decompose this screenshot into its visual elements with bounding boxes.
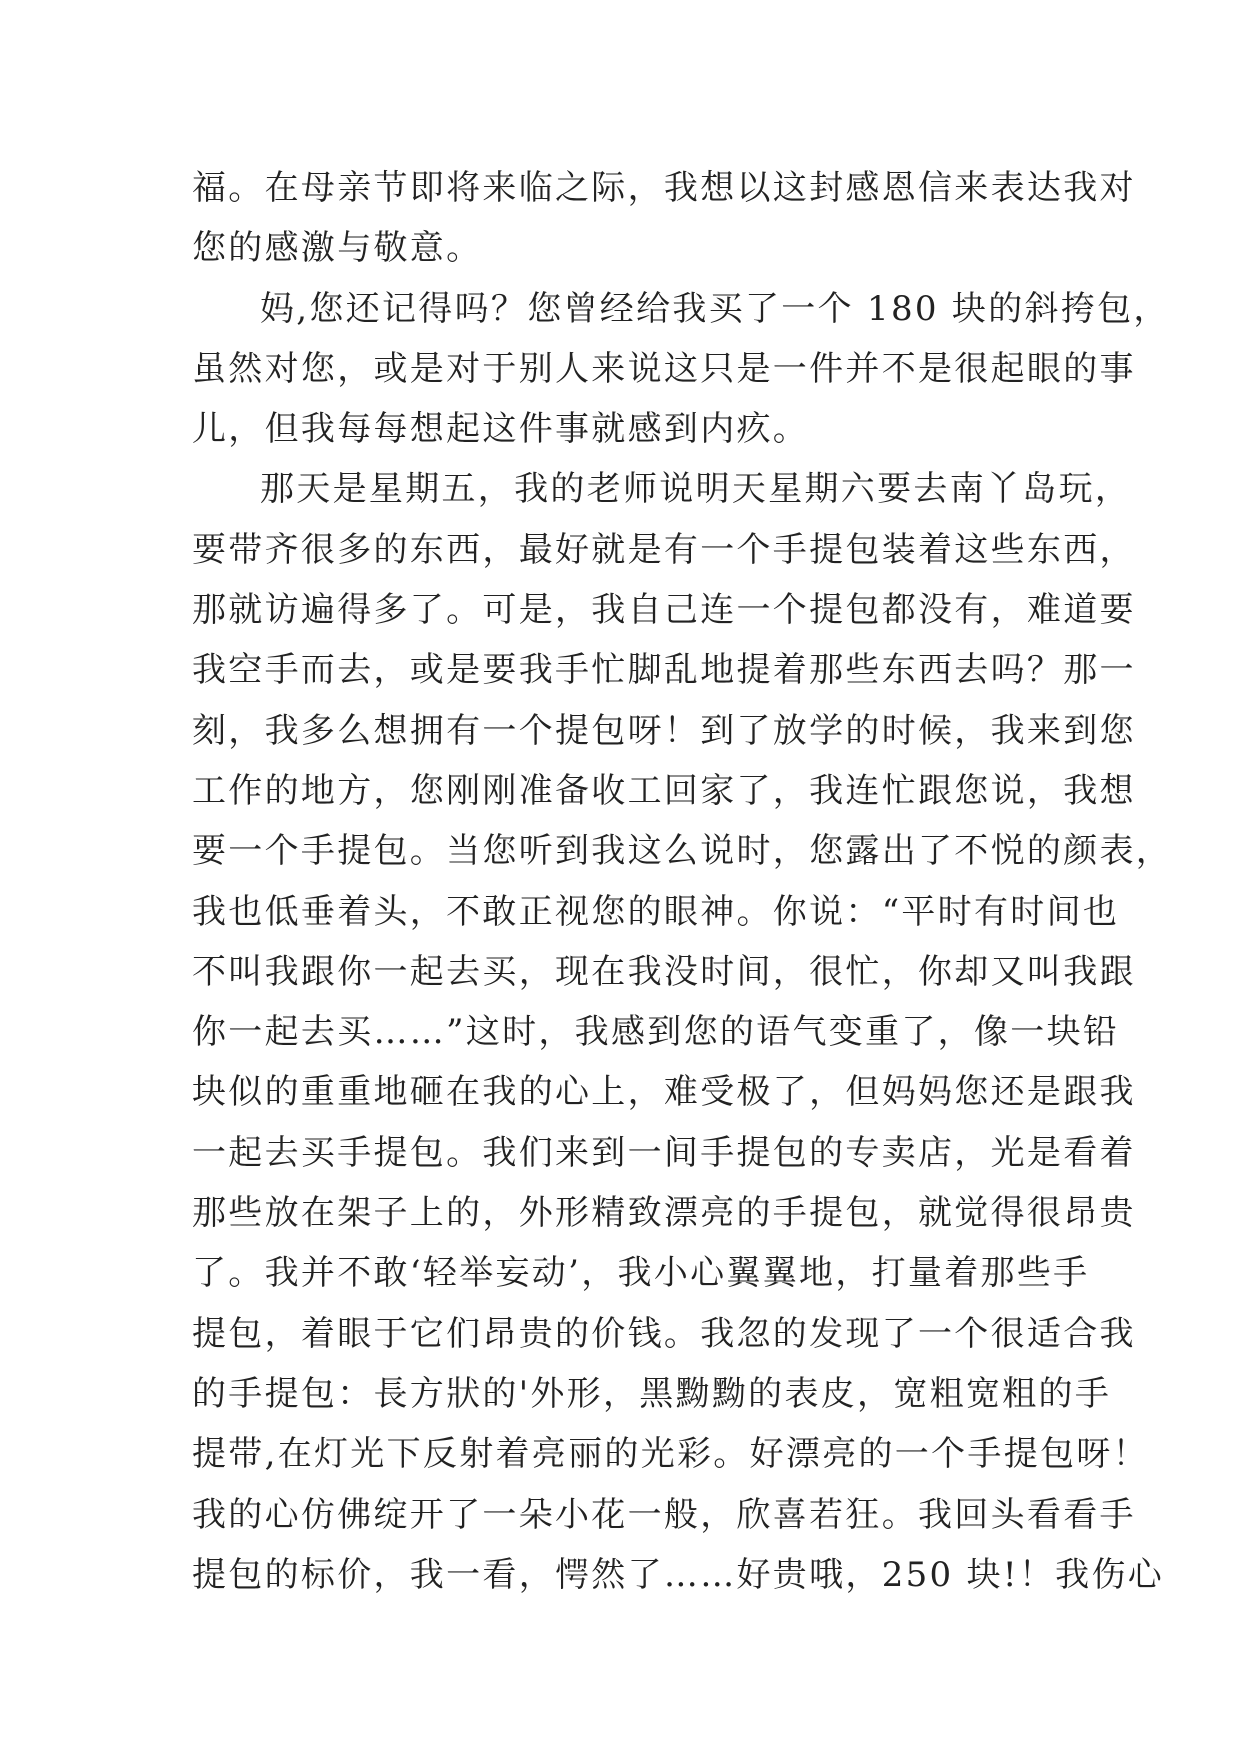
text-line: 我的心仿佛绽开了一朵小花一般，欣喜若狂。我回头看看手 bbox=[192, 1494, 1136, 1535]
text-line: 刻，我多么想拥有一个提包呀！到了放学的时候，我来到您 bbox=[192, 710, 1136, 751]
text-line: 的手提包：長方狀的'外形，黑黝黝的表皮，宽粗宽粗的手 bbox=[192, 1373, 1112, 1414]
text-line: 您的感激与敬意。 bbox=[192, 228, 483, 269]
text-line: 工作的地方，您刚刚准备收工回家了，我连忙跟您说，我想 bbox=[192, 770, 1136, 811]
text-line: 要带齐很多的东西，最好就是有一个手提包装着这些东西， bbox=[192, 529, 1136, 570]
text-line: 虽然对您，或是对于别人来说这只是一件并不是很起眼的事 bbox=[192, 348, 1136, 389]
text-line: 儿，但我每每想起这件事就感到内疚。 bbox=[192, 409, 810, 450]
text-line: 了。我并不敢‘轻举妄动’，我小心翼翼地，打量着那些手 bbox=[192, 1253, 1090, 1294]
paragraph-start-line: 妈,您还记得吗？您曾经给我买了一个 180 块的斜挎包， bbox=[260, 288, 1170, 329]
text-line: 那就访遍得多了。可是，我自己连一个提包都没有，难道要 bbox=[192, 590, 1136, 631]
letter-body bbox=[192, 158, 1173, 1605]
text-line: 提包，着眼于它们昂贵的价钱。我忽的发现了一个很适合我 bbox=[192, 1313, 1136, 1354]
text-line: 一起去买手提包。我们来到一间手提包的专卖店，光是看着 bbox=[192, 1132, 1136, 1173]
text-line: 那些放在架子上的，外形精致漂亮的手提包，就觉得很昂贵 bbox=[192, 1193, 1136, 1234]
text-line: 提包的标价，我一看，愕然了……好贵哦，250 块!！我伤心 bbox=[192, 1554, 1165, 1595]
paragraph-start-line: 那天是星期五，我的老师说明天星期六要去南丫岛玩， bbox=[260, 469, 1132, 510]
text-line: 要一个手提包。当您听到我这么说时，您露出了不悦的颜表， bbox=[192, 831, 1173, 872]
text-line: 不叫我跟你一起去买，现在我没时间，很忙，你却又叫我跟 bbox=[192, 951, 1136, 992]
text-line: 块似的重重地砸在我的心上，难受极了，但妈妈您还是跟我 bbox=[192, 1072, 1136, 1113]
text-line: 你一起去买……”这时，我感到您的语气变重了，像一块铅 bbox=[192, 1012, 1120, 1053]
text-line: 我也低垂着头，不敢正视您的眼神。你说：“平时有时间也 bbox=[192, 891, 1120, 932]
text-line: 我空手而去，或是要我手忙脚乱地提着那些东西去吗？那一 bbox=[192, 650, 1136, 691]
text-line: 福。在母亲节即将来临之际，我想以这封感恩信来表达我对 bbox=[192, 168, 1136, 208]
text-line: 提带,在灯光下反射着亮丽的光彩。好漂亮的一个手提包呀！ bbox=[192, 1434, 1149, 1475]
